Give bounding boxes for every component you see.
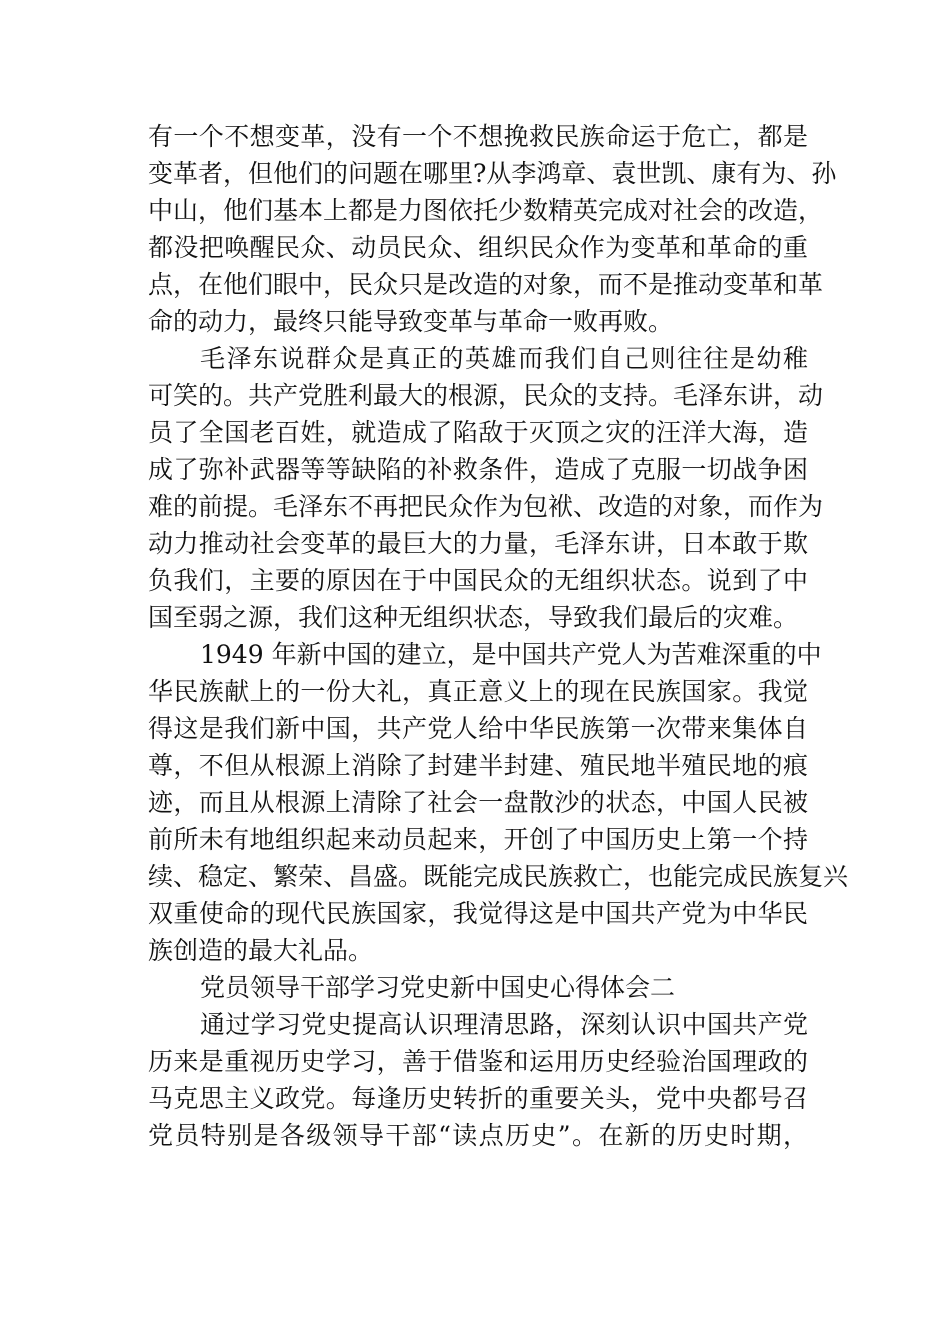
document-body [148, 118, 849, 1154]
paragraph-2 [148, 340, 824, 636]
paragraph-line: 负我们，主要的原因在于中国民众的无组织状态。说到了中 [148, 566, 808, 595]
paragraph-line: 马克思主义政党。每逢历史转折的重要关头，党中央都号召 [148, 1084, 808, 1113]
paragraph-1 [148, 118, 837, 340]
paragraph-line: 有一个不想变革，没有一个不想挽救民族命运于危亡，都是 [148, 122, 808, 151]
section-heading [148, 969, 808, 1006]
paragraph-line: 通过学习党史提高认识理清思路，深刻认识中国共产党 [200, 1010, 808, 1039]
paragraph-line: 华民族献上的一份大礼，真正意义上的现在民族国家。我觉 [148, 677, 808, 706]
paragraph-3 [148, 636, 849, 969]
paragraph-line: 历来是重视历史学习，善于借鉴和运用历史经验治国理政的 [148, 1047, 808, 1076]
paragraph-line: 毛泽东说群众是真正的英雄而我们自己则往往是幼稚 [200, 344, 808, 373]
paragraph-line: 都没把唤醒民众、动员民众、组织民众作为变革和革命的重 [148, 233, 808, 262]
paragraph-4 [148, 1006, 808, 1154]
paragraph-line: 党员特别是各级领导干部“读点历史”。在新的历史时期， [148, 1121, 808, 1150]
paragraph-line: 命的动力，最终只能导致变革与革命一败再败。 [148, 307, 674, 336]
paragraph-line: 续、稳定、繁荣、昌盛。既能完成民族救亡，也能完成民族复兴 [148, 862, 849, 891]
paragraph-line: 尊，不但从根源上消除了封建半封建、殖民地半殖民地的痕 [148, 751, 808, 780]
paragraph-line: 族创造的最大礼品。 [148, 936, 374, 965]
paragraph-line: 员了全国老百姓，就造成了陷敌于灭顶之灾的汪洋大海，造 [148, 418, 808, 447]
section-heading-text: 党员领导干部学习党史新中国史心得体会二 [200, 973, 676, 1002]
paragraph-line: 国至弱之源，我们这种无组织状态，导致我们最后的灾难。 [148, 603, 799, 632]
paragraph-line: 迹，而且从根源上清除了社会一盘散沙的状态，中国人民被 [148, 788, 808, 817]
paragraph-line: 中山，他们基本上都是力图依托少数精英完成对社会的改造， [148, 196, 824, 225]
paragraph-line: 1949 年新中国的建立，是中国共产党人为苦难深重的中 [200, 640, 822, 669]
paragraph-line: 双重使命的现代民族国家，我觉得这是中国共产党为中华民 [148, 899, 808, 928]
paragraph-line: 可笑的。共产党胜利最大的根源，民众的支持。毛泽东讲，动 [148, 381, 824, 410]
paragraph-line: 变革者，但他们的问题在哪里?从李鸿章、袁世凯、康有为、孙 [148, 159, 837, 188]
paragraph-line: 成了弥补武器等等缺陷的补救条件，造成了克服一切战争困 [148, 455, 808, 484]
paragraph-line: 难的前提。毛泽东不再把民众作为包袱、改造的对象，而作为 [148, 492, 824, 521]
paragraph-line: 前所未有地组织起来动员起来，开创了中国历史上第一个持 [148, 825, 808, 854]
paragraph-line: 动力推动社会变革的最巨大的力量，毛泽东讲，日本敢于欺 [148, 529, 808, 558]
paragraph-line: 得这是我们新中国，共产党人给中华民族第一次带来集体自 [148, 714, 808, 743]
paragraph-line: 点，在他们眼中，民众只是改造的对象，而不是推动变革和革 [148, 270, 824, 299]
